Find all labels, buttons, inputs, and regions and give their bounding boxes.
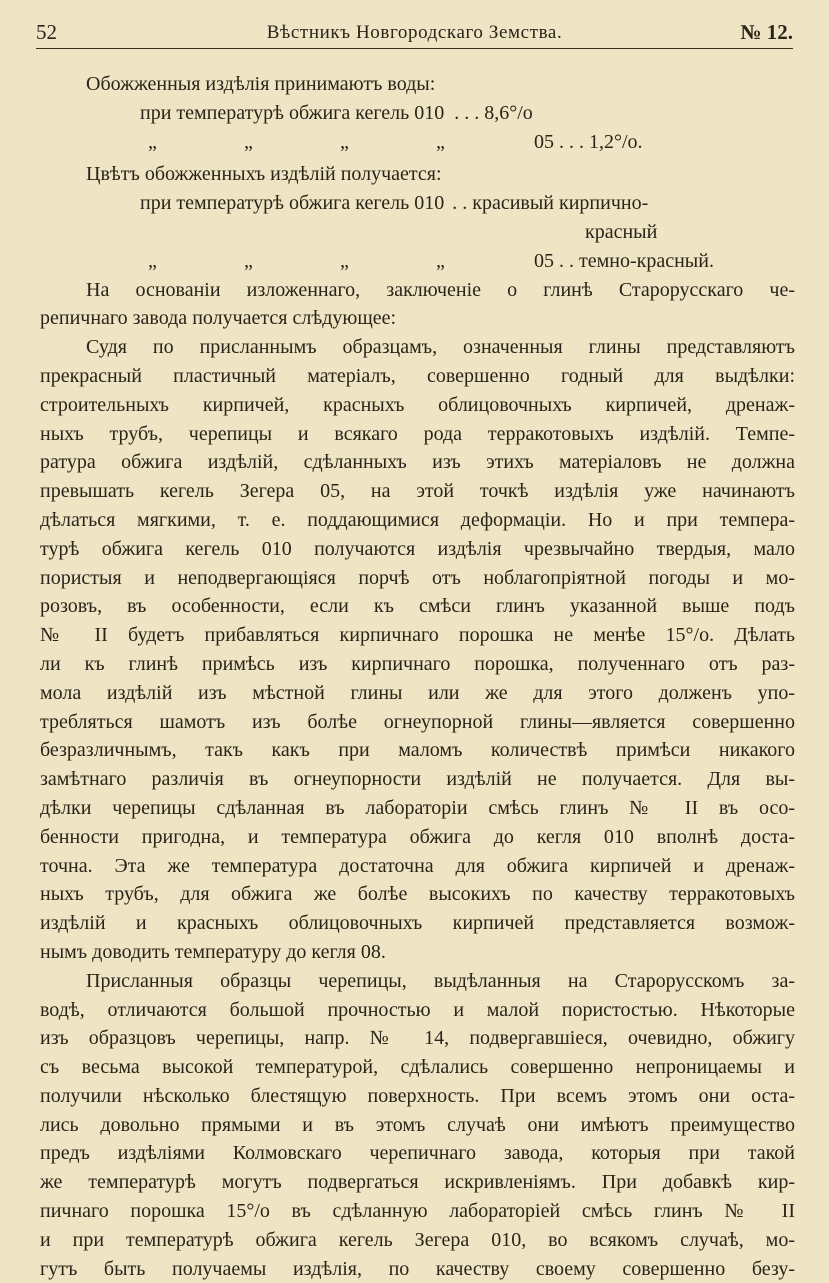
text-line: ли къ глинѣ примѣсь изъ кирпичнаго порошка, полученнаго отъ раз-	[40, 652, 795, 675]
text-line: пористыя и неподвергающіяся порчѣ отъ ноблагопріятной погоды и мо-	[40, 566, 795, 589]
text-line: превышать кегель Зегера 05, на этой точкѣ издѣлія уже начинаютъ	[40, 480, 795, 503]
color-row-05	[40, 247, 795, 276]
text-line: требляться шамотъ изъ болѣе огнеупорной глины—является совершенно	[40, 710, 795, 733]
ditto-mark: „	[340, 130, 349, 153]
text-line: Присланныя образцы черепицы, выдѣланныя на Старорусскомъ за-	[86, 969, 795, 992]
text-line: лись довольно прямыми и въ этомъ случаѣ они имѣютъ преимущество	[40, 1113, 795, 1136]
journal-title: Вѣстникъ Новгородскаго Земства.	[266, 22, 563, 43]
text-line: пичнаго порошка 15°/о въ сдѣланную лабораторіей смѣсь глинъ № II	[40, 1200, 795, 1223]
text-line: ныхъ трубъ, для обжига же болѣе высокихъ по качеству терракотовыхъ	[40, 883, 795, 906]
color-heading: Цвѣтъ обожженныхъ издѣлій получается:	[86, 163, 442, 186]
text-line: изъ образцовъ черепицы, напр. № 14, подвергавшіеся, очевидно, обжигу	[40, 1027, 795, 1050]
text-line: безразличнымъ, такъ какъ при маломъ количествѣ примѣси никакого	[40, 739, 795, 762]
running-header	[36, 20, 793, 49]
issue-number: № 12.	[740, 20, 793, 44]
text-line: же температурѣ могутъ подвергаться искривленіямъ. При добавкѣ кир-	[40, 1171, 795, 1194]
color-row-05-value: 05 . . темно-красный.	[534, 249, 714, 272]
ditto-mark: „	[340, 249, 349, 272]
color-row-010-value: . . красивый кирпично-	[452, 192, 649, 215]
text-line: водѣ, отличаются большой прочностью и малой пористостью. Нѣкоторые	[40, 998, 795, 1021]
text-line: дѣлки черепицы сдѣланная въ лабораторіи смѣсь глинъ № II въ осо-	[40, 796, 795, 819]
text-line: мола издѣлій изъ мѣстной глины или же для этого долженъ упо-	[40, 681, 795, 704]
text-line: и при температурѣ обжига кегель Зегера 010, во всякомъ случаѣ, мо-	[40, 1228, 795, 1251]
water-row-010	[40, 99, 795, 128]
text-line: съ весьма высокой температурой, сдѣлались совершенно непроницаемы и	[40, 1056, 795, 1079]
text-line: репичнаго завода получается слѣдующее:	[40, 307, 397, 330]
color-row-010-value-cont: красный	[585, 220, 658, 243]
text-line: бенности пригодна, и температура обжига до кегля 010 вполнѣ доста-	[40, 825, 795, 848]
ditto-mark: „	[244, 249, 253, 272]
text-line: дѣлаться мягкими, т. е. поддающимися деформаціи. Но и при темпера-	[40, 508, 795, 531]
text-line: замѣтнаго различія въ огнеупорности издѣлій не получается. Для вы-	[40, 768, 795, 791]
color-row-010-label: при температурѣ обжига кегель 010	[140, 192, 445, 215]
text-line: строительныхъ кирпичей, красныхъ облицовочныхъ кирпичей, дренаж-	[40, 393, 795, 416]
text-line: На основаніи изложеннаго, заключеніе о глинѣ Старорусскаго че-	[86, 278, 795, 301]
text-line: точна. Эта же температура достаточна для обжига кирпичей и дренаж-	[40, 854, 795, 877]
text-line: прекрасный пластичный матеріалъ, совершенно годный для выдѣлки:	[40, 364, 795, 387]
paragraph-conclusion-intro	[40, 276, 795, 334]
text-line: Судя по присланнымъ образцамъ, означенныя глины представляютъ	[86, 336, 795, 359]
water-absorption-heading: Обожженныя издѣлія принимаютъ воды:	[86, 73, 436, 95]
text-line: ратура обжига издѣлій, сдѣланныхъ изъ этихъ матеріаловъ не должна	[40, 451, 795, 474]
page-body	[40, 70, 795, 1283]
text-line: издѣлій и красныхъ облицовочныхъ кирпичей представляется возмож-	[40, 912, 795, 935]
ditto-mark: „	[244, 130, 253, 153]
text-line: розовъ, въ особенности, если къ смѣси глинъ указанной выше подъ	[40, 595, 795, 618]
page-number: 52	[36, 20, 57, 44]
ditto-mark: „	[436, 249, 445, 272]
text-line: ныхъ трубъ, черепицы и всякаго рода терракотовыхъ издѣлій. Темпе-	[40, 422, 795, 445]
ditto-mark: „	[148, 249, 157, 272]
text-line: предъ издѣліями Колмовскаго черепичнаго завода, которыя при такой	[40, 1142, 795, 1165]
text-line: нымъ доводить температуру до кегля 08.	[40, 940, 386, 963]
paragraph-clay-assessment	[40, 333, 795, 967]
text-line: получили нѣсколько блестящую поверхность. При всемъ этомъ они оста-	[40, 1084, 795, 1107]
paragraph-tile-samples	[40, 967, 795, 1283]
ditto-mark: „	[148, 130, 157, 153]
color-row-010	[40, 189, 795, 218]
text-line: гутъ быть получаемы издѣлія, по качеству своему совершенно безу-	[40, 1257, 795, 1280]
water-row-010-value: . . . 8,6°/о	[454, 101, 533, 124]
water-row-05-value: 05 . . . 1,2°/о.	[534, 130, 643, 153]
text-line: № II будетъ прибавляться кирпичнаго порошка не менѣе 15°/о. Дѣлать	[40, 624, 795, 647]
ditto-mark: „	[436, 130, 445, 153]
water-row-010-label: при температурѣ обжига кегель 010	[140, 101, 445, 124]
water-row-05	[40, 128, 795, 157]
text-line: турѣ обжига кегель 010 получаются издѣлія чрезвычайно твердыя, мало	[40, 537, 795, 560]
